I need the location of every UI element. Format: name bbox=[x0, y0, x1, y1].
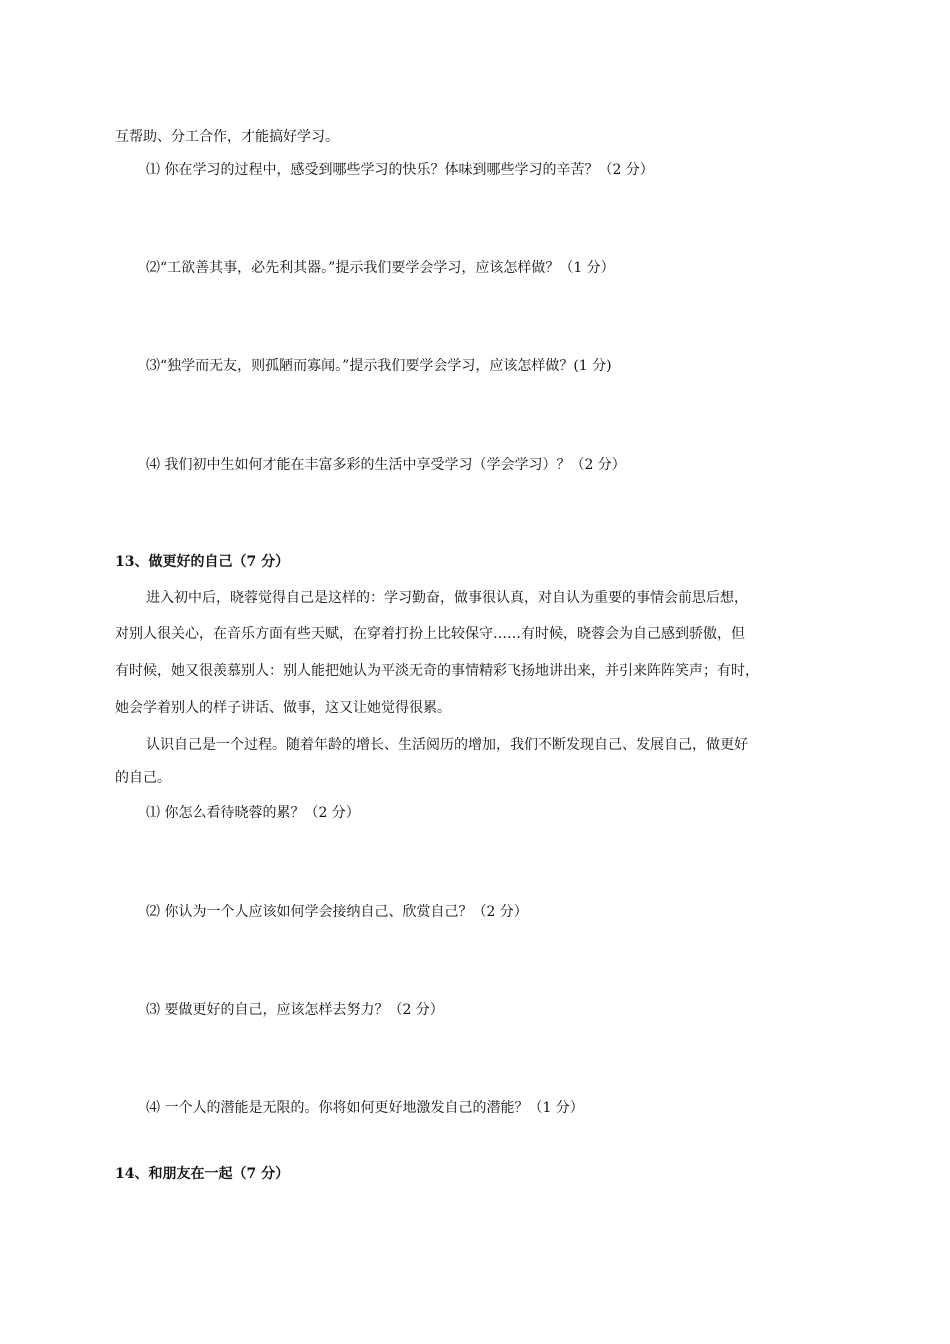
q12-tail-text: 互帮助、分工合作，才能搞好学习。 bbox=[115, 129, 339, 145]
q13-title: 13、做更好的自己（7 分） bbox=[115, 554, 290, 570]
q13-sub2: ⑵ 你认为一个人应该如何学会接纳自己、欣赏自己？（2 分） bbox=[146, 904, 528, 920]
q13-sub3: ⑶ 要做更好的自己，应该怎样去努力？（2 分） bbox=[146, 1002, 444, 1018]
q13-para1-line4: 她会学着别人的样子讲话、做事，这又让她觉得很累。 bbox=[115, 700, 451, 716]
q13-para1-line2: 对别人很关心，在音乐方面有些天赋，在穿着打扮上比较保守……有时候，晓蓉会为自己感到骄傲，但 bbox=[115, 626, 745, 642]
q13-sub1: ⑴ 你怎么看待晓蓉的累？（2 分） bbox=[146, 805, 360, 821]
q12-sub2: ⑵“工欲善其事，必先利其器。”提示我们要学会学习，应该怎样做？（1 分） bbox=[146, 260, 615, 276]
q12-sub1: ⑴ 你在学习的过程中，感受到哪些学习的快乐？体味到哪些学习的辛苦？（2 分） bbox=[146, 162, 654, 178]
q13-para1-line3: 有时候，她又很羡慕别人：别人能把她认为平淡无奇的事情精彩飞扬地讲出来，并引来阵阵笑声；有时， bbox=[115, 663, 759, 679]
q12-sub3: ⑶“独学而无友，则孤陋而寡闻。”提示我们要学会学习，应该怎样做？(1 分) bbox=[146, 358, 612, 374]
q13-para2-line1: 认识自己是一个过程。随着年龄的增长、生活阅历的增加，我们不断发现自己、发展自己，做更好 bbox=[146, 737, 748, 753]
q14-title: 14、和朋友在一起（7 分） bbox=[115, 1166, 290, 1182]
q12-sub4: ⑷ 我们初中生如何才能在丰富多彩的生活中享受学习（学会学习）？（2 分） bbox=[146, 457, 626, 473]
q13-para1-line1: 进入初中后，晓蓉觉得自己是这样的：学习勤奋，做事很认真，对自认为重要的事情会前思后想， bbox=[146, 590, 748, 606]
q13-para2-line2: 的自己。 bbox=[115, 770, 171, 786]
q13-sub4: ⑷ 一个人的潜能是无限的。你将如何更好地激发自己的潜能？（1 分） bbox=[146, 1100, 584, 1116]
